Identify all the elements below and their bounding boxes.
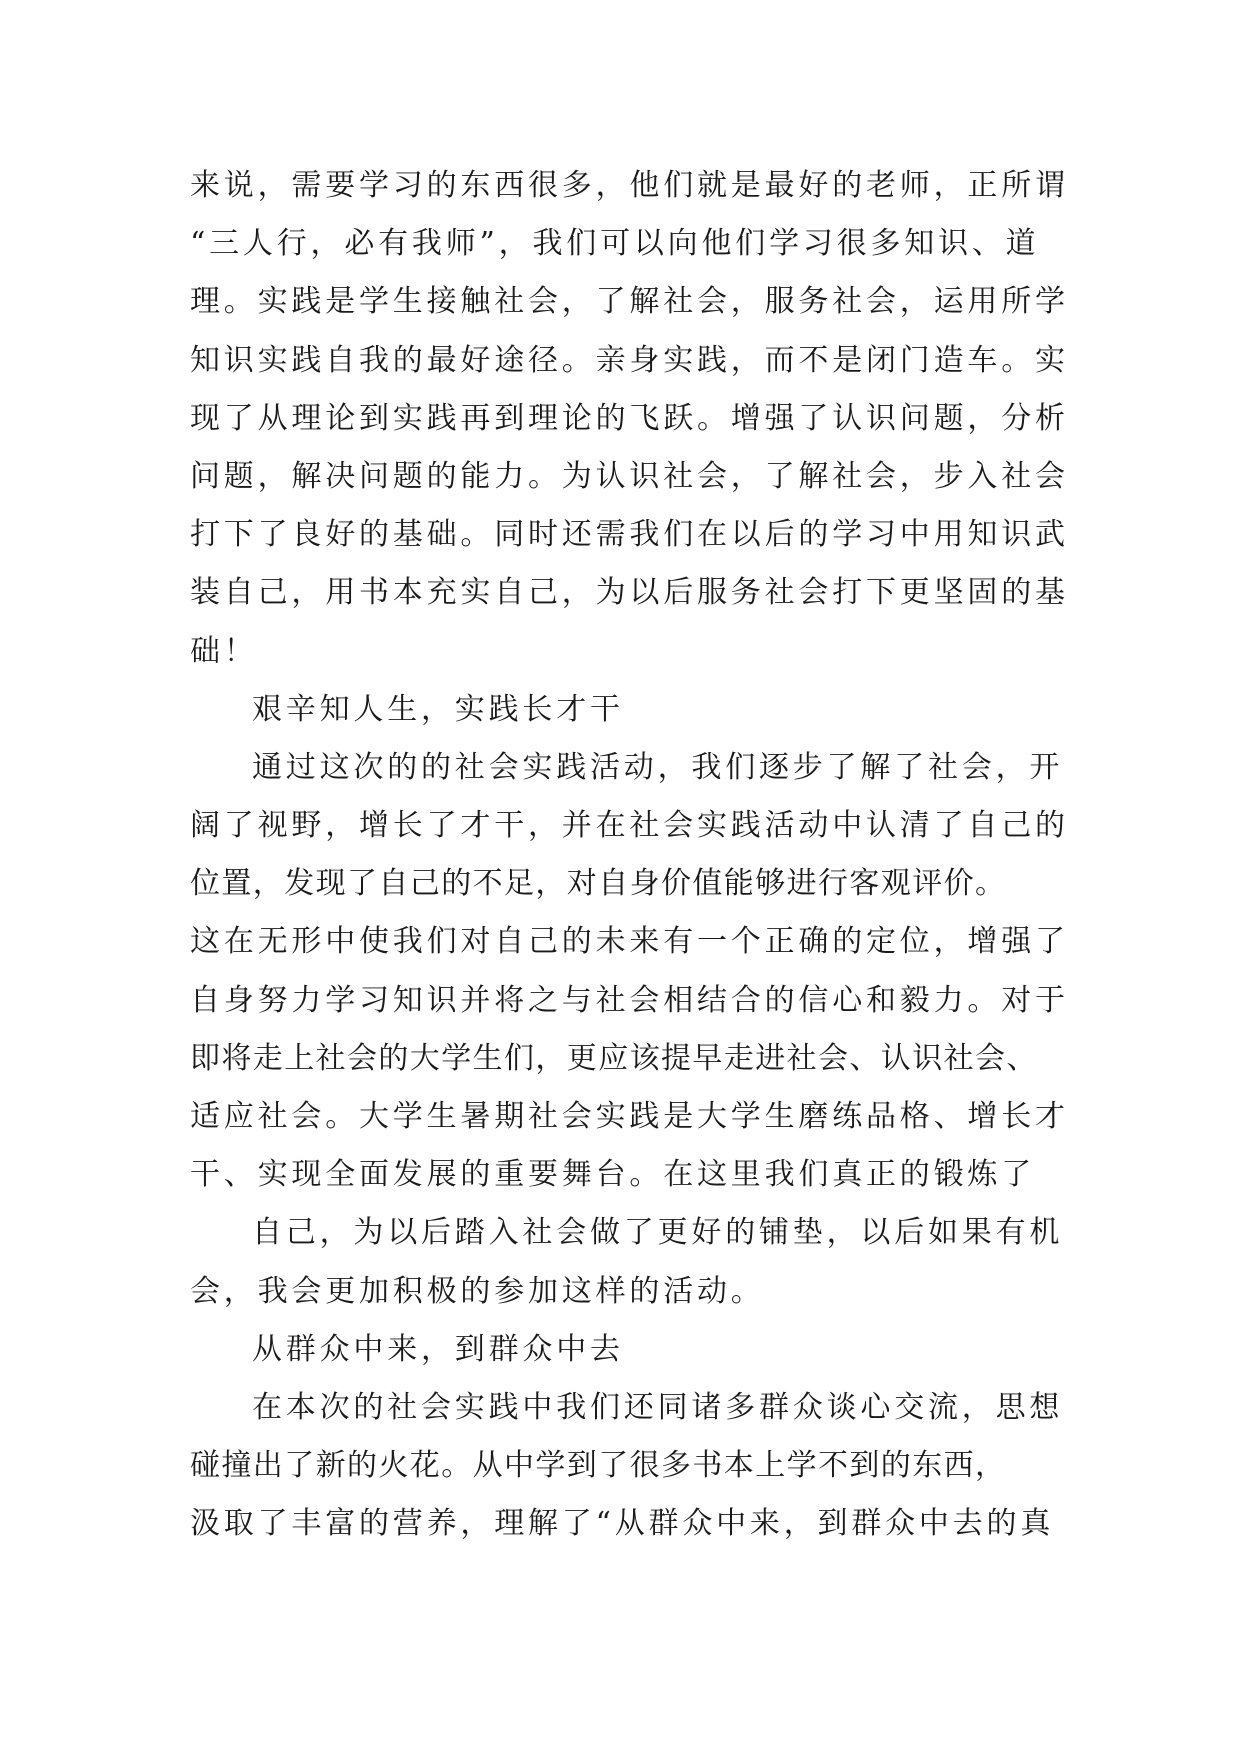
text-line: 碰撞出了新的火花。从中学到了很多书本上学不到的东西， [190, 1448, 1007, 1484]
text-line: 知识实践自我的最好途径。亲身实践，而不是闭门造车。实 [190, 342, 1069, 378]
text-line: 础！ [190, 633, 258, 669]
text-line: 这在无形中使我们对自己的未来有一个正确的定位，增强了 [190, 924, 1069, 960]
text-line: 装自己，用书本充实自己，为以后服务社会打下更坚固的基 [190, 575, 1069, 611]
text-line: 会，我会更加积极的参加这样的活动。 [190, 1273, 765, 1309]
body-text [190, 157, 1070, 1554]
text-line: 自身努力学习知识并将之与社会相结合的信心和毅力。对于 [190, 982, 1069, 1018]
text-line: 打下了良好的基础。同时还需我们在以后的学习中用知识武 [190, 517, 1069, 553]
text-line: 来说，需要学习的东西很多，他们就是最好的老师，正所谓 [190, 168, 1069, 203]
text-line: 理。实践是学生接触社会，了解社会，服务社会，运用所学 [190, 284, 1069, 320]
text-line: 即将走上社会的大学生们，更应该提早走进社会、认识社会、 [190, 1040, 1038, 1076]
section-heading: 艰辛知人生，实践长才干 [252, 691, 624, 727]
text-line: 在本次的社会实践中我们还同诸多群众谈心交流，思想 [252, 1389, 1064, 1425]
text-line: “三人行，必有我师”，我们可以向他们学习很多知识、道 [190, 226, 1040, 262]
text-line: 汲取了丰富的营养，理解了“从群众中来，到群众中去的真 [190, 1506, 1055, 1542]
text-line: 问题，解决问题的能力。为认识社会，了解社会，步入社会 [190, 458, 1069, 494]
text-line: 干、实现全面发展的重要舞台。在这里我们真正的锻炼了 [190, 1157, 1035, 1193]
text-line: 通过这次的的社会实践活动，我们逐步了解了社会，开 [252, 749, 1064, 785]
text-line: 位置，发现了自己的不足，对自身价值能够进行客观评价。 [190, 866, 1007, 902]
text-line: 自己，为以后踏入社会做了更好的铺垫，以后如果有机 [252, 1215, 1064, 1251]
text-line: 阔了视野，增长了才干，并在社会实践活动中认清了自己的 [190, 808, 1069, 844]
section-heading: 从群众中来，到群众中去 [252, 1331, 624, 1367]
text-line: 适应社会。大学生暑期社会实践是大学生磨练品格、增长才 [190, 1099, 1069, 1134]
text-line: 现了从理论到实践再到理论的飞跃。增强了认识问题，分析 [190, 400, 1069, 436]
